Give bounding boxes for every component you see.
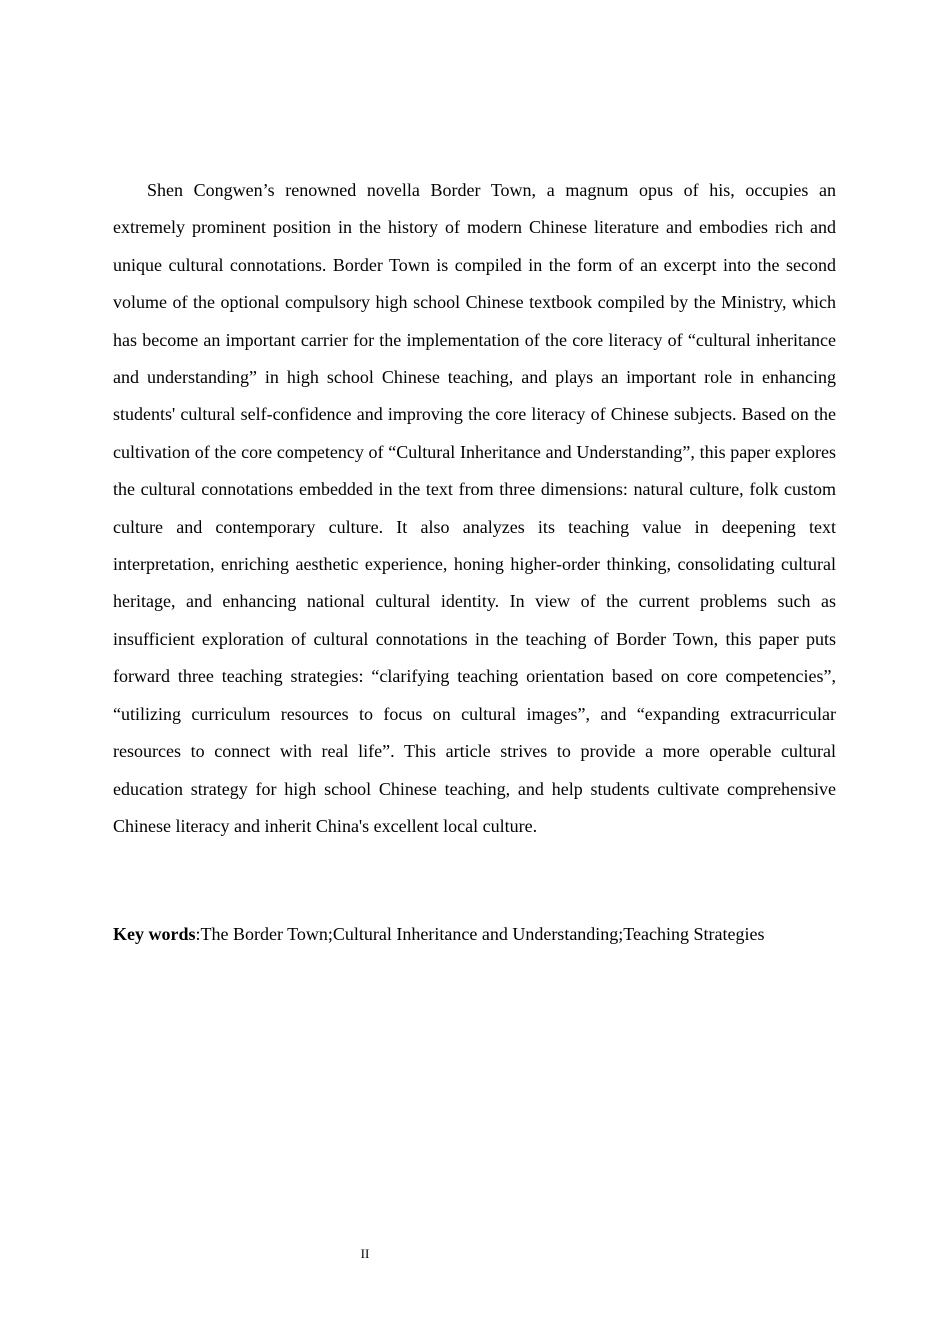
abstract-paragraph: Shen Congwen’s renowned novella Border Town, a magnum opus of his, occupies an extremely prominent position in the history of modern Chinese literature and embodies rich and unique cultural connotations. Border Town is compiled in the form of an excerpt into the second volume of the optional compulsory high school Chinese textbook compiled by the Ministry, which has become an important carrier for the implementation of the core literacy of “cultural inheritance and understanding” in high school Chinese teaching, and plays an important role in enhancing students' cultural self-confidence and improving the core literacy of Chinese subjects. Based on the cultivation of the core competency of “Cultural Inheritance and Understanding”, this paper explores the cultural connotations embedded in the text from three dimensions: natural culture, folk custom culture and contemporary culture. It also analyzes its teaching value in deepening text interpretation, enriching aesthetic experience, honing higher-order thinking, consolidating cultural heritage, and enhancing national cultural identity. In view of the current problems such as insufficient exploration of cultural connotations in the teaching of Border Town, this paper puts forward three teaching strategies: “clarifying teaching orientation based on core competencies”, “utilizing curriculum resources to focus on cultural images”, and “expanding extracurricular resources to connect with real life”. This article strives to provide a more operable cultural education strategy for high school Chinese teaching, and help students cultivate comprehensive Chinese literacy and inherit China's excellent local culture. <box>113 180 836 836</box>
keywords-label: Key words <box>113 924 196 944</box>
keywords-separator: : <box>195 924 201 944</box>
keywords-text: The Border Town;Cultural Inheritance and Understanding;Teaching Strategies <box>200 924 765 944</box>
keywords-line <box>113 916 873 953</box>
page-number: II <box>360 1246 370 1261</box>
